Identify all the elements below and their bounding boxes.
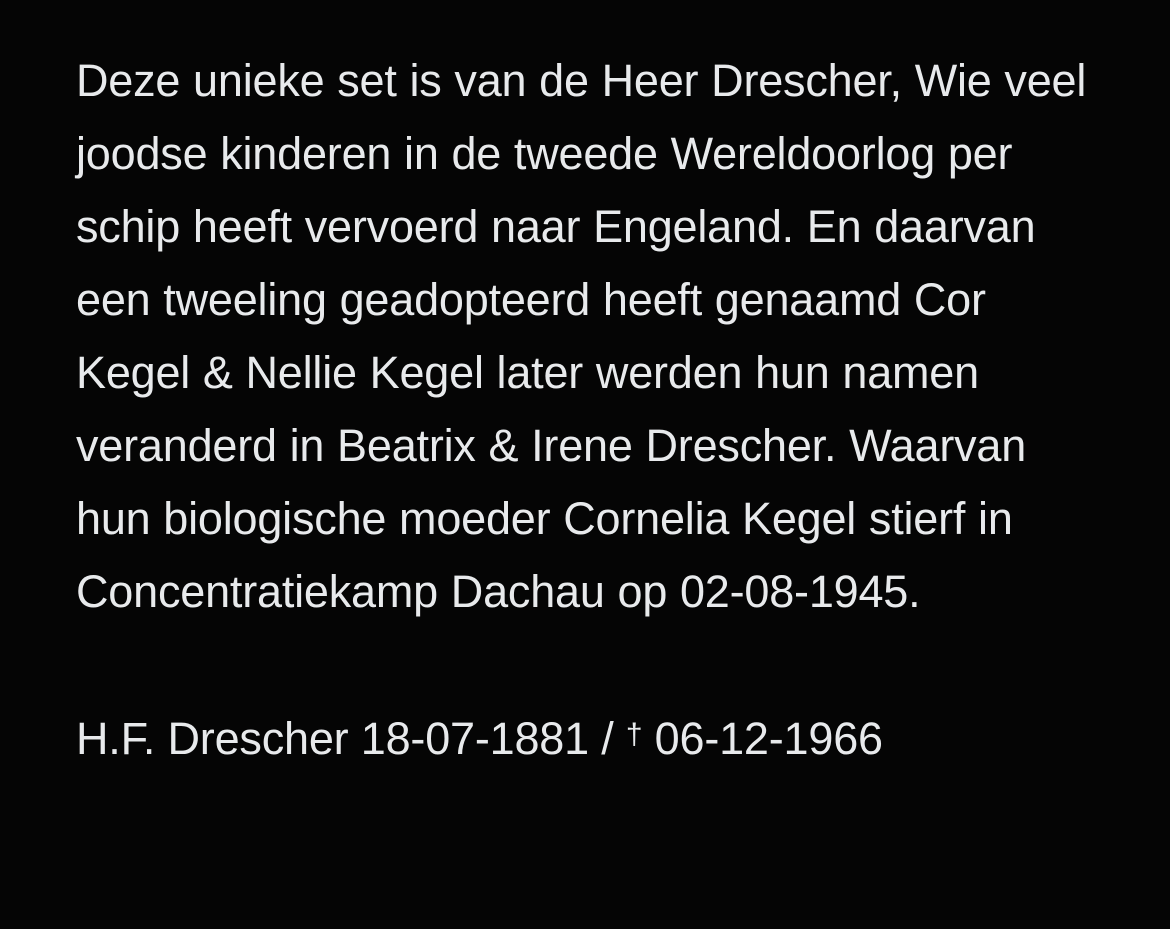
attribution-line bbox=[76, 698, 1098, 775]
attribution-name-birth: H.F. Drescher 18-07-1881 / bbox=[76, 713, 626, 764]
dagger-icon: † bbox=[625, 718, 643, 751]
main-paragraph: Deze unieke set is van de Heer Drescher, Wie veel joodse kinderen in de tweede Wereldoorlog per schip heeft vervoerd naar Engeland. En daarvan een tweeling geadopteerd heeft genaamd Cor Kegel & Nellie Kegel later werden hun namen veranderd in Beatrix & Irene Drescher. Waarvan hun biologische moeder Cornelia Kegel stierf in Concentratiekamp Dachau op 02-08-1945. bbox=[76, 55, 1099, 617]
paragraph-spacer bbox=[76, 628, 1098, 698]
attribution-death-date: 06-12-1966 bbox=[642, 713, 883, 764]
